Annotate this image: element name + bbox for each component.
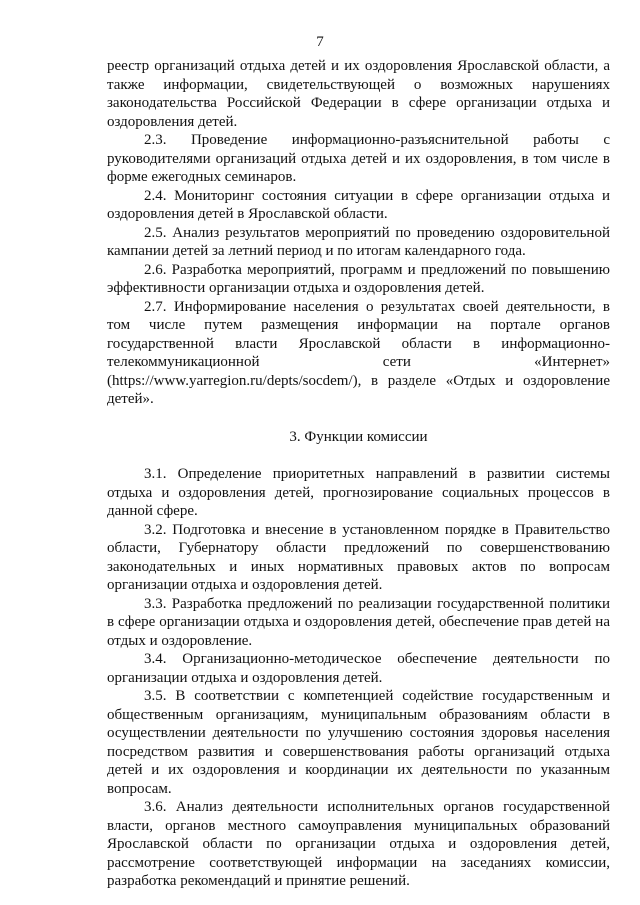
section-heading: 3. Функции комиссии [289, 428, 428, 445]
paragraph-2-3: 2.3. Проведение информационно-разъяснительной работы с руководителями организаций отдыха детей и их оздоровления, в том числе в форме ежегодных семинаров. [107, 132, 610, 185]
paragraph-continuation: реестр организаций отдыха детей и их оздоровления Ярославской области, а также информации, свидетельствующей о возможных нарушениях законодательства Российской Федерации в сфере организации отдыха и оздоровления детей. [107, 58, 610, 130]
paragraph-3-1: 3.1. Определение приоритетных направлений в развитии системы отдыха и оздоровления детей, прогнозирование социальных процессов в данной сфере. [107, 466, 610, 519]
paragraph-2-4: 2.4. Мониторинг состояния ситуации в сфере организации отдыха и оздоровления детей в Ярославской области. [107, 187, 610, 222]
paragraph-3-3: 3.3. Разработка предложений по реализации государственной политики в сфере организации отдыха и оздоровления детей, обеспечение прав детей на отдых и оздоровление. [107, 595, 610, 649]
paragraph-2-6: 2.6. Разработка мероприятий, программ и предложений по повышению эффективности организации отдыха и оздоровления детей. [107, 261, 610, 296]
paragraph-3-4: 3.4. Организационно-методическое обеспечение деятельности по организации отдыха и оздоровления детей. [107, 651, 610, 686]
paragraph-2-7: 2.7. Информирование населения о результатах своей деятельности, в том числе путем размещения информации на портале органов государственной власти Ярославской области в информационно-телекоммуникационной сети «Интернет» (https://www.yarregion.ru/depts/socdem/), в разделе «Отдых и оздоровление детей». [107, 298, 610, 407]
paragraph-2-5: 2.5. Анализ результатов мероприятий по проведению оздоровительной кампании детей за летний период и по итогам календарного года. [107, 224, 610, 259]
paragraph-3-5: 3.5. В соответствии с компетенцией содействие государственным и общественным организациям, муниципальным образованиям области в осуществлении деятельности по улучшению состояния здоровья населения посредством развития и совершенствования работы организаций отдыха детей и их оздоровления и координации их деятельности по указанным вопросам. [107, 688, 610, 797]
page-number: 7 [316, 34, 324, 50]
paragraph-3-2: 3.2. Подготовка и внесение в установленном порядке в Правительство области, Губернатору области предложений по совершенствованию законодательных и иных нормативных правовых актов по вопросам организации отдыха и оздоровления детей. [107, 521, 610, 593]
paragraph-3-6: 3.6. Анализ деятельности исполнительных органов государственной власти, органов местного самоуправления муниципальных образований Ярославской области по организации отдыха и оздоровления детей, рассмотрение соответствующей информации на заседаниях комиссии, разработка рекомендаций и принятие решений. [107, 799, 610, 889]
document-body [107, 57, 610, 891]
